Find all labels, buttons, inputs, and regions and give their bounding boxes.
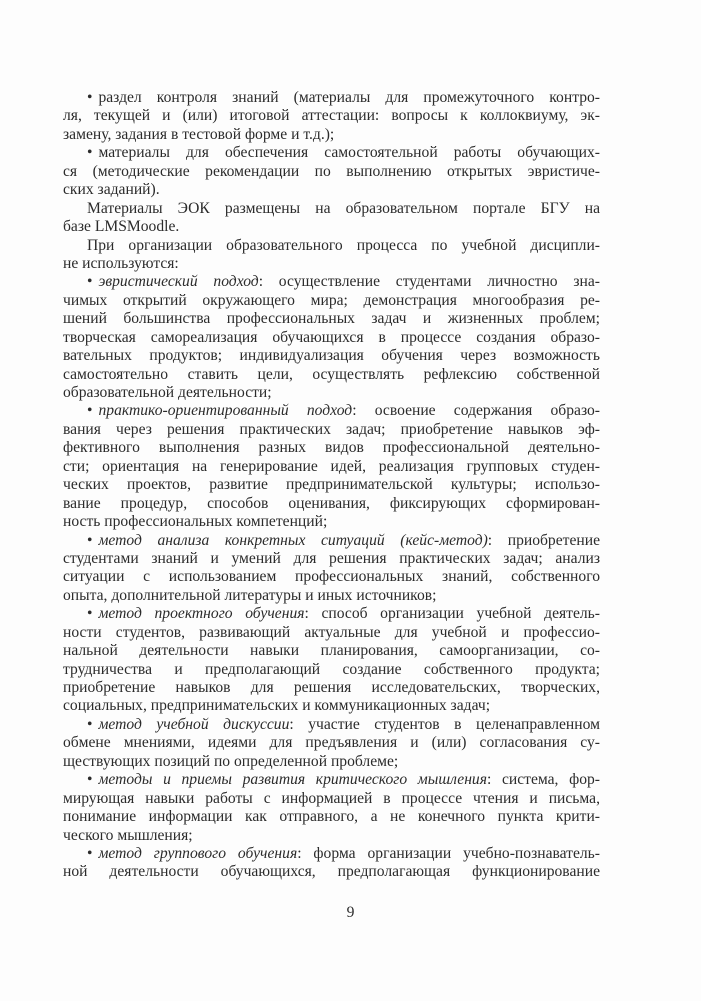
text-line xyxy=(63,476,600,494)
line-text: социальных, предпринимательских и коммуникационных задач; xyxy=(63,697,491,715)
text-line xyxy=(63,568,600,586)
text-line xyxy=(63,310,600,328)
line-text: При организации образовательного процесса по учебной дисципли- xyxy=(87,236,600,254)
text-line xyxy=(63,734,600,752)
line-text: образовательной деятельности; xyxy=(63,384,272,401)
line-text: вательных продуктов; индивидуализация обучения через возможность xyxy=(63,347,600,365)
text-line xyxy=(63,679,600,697)
text-line xyxy=(63,808,600,826)
line-text: мирующая навыки работы с информацией в процессе чтения и письма, xyxy=(63,789,600,807)
text-line xyxy=(63,587,600,605)
line-text: базе LMSMoodle. xyxy=(63,218,180,236)
line-text: нальной деятельности навыки планирования, самоорганизации, со- xyxy=(63,642,600,660)
text-line xyxy=(63,273,600,291)
text-line xyxy=(63,550,600,568)
line-text: ческих проектов, развитие предпринимательской культуры; использо- xyxy=(63,476,600,494)
text-line xyxy=(63,863,600,881)
line-text: не используются: xyxy=(63,254,179,272)
text-line xyxy=(63,439,600,457)
line-text: Материалы ЭОК размещены на образовательном портале БГУ на xyxy=(87,199,600,217)
text-line xyxy=(63,384,600,402)
bullet-icon: • xyxy=(87,273,93,291)
paragraph xyxy=(63,200,600,237)
line-text: творческая самореализация обучающихся в процессе создания образо- xyxy=(63,328,600,346)
bullet-icon: • xyxy=(87,531,93,549)
text-line xyxy=(63,144,600,162)
italic-term: методы и приемы развития критического мышления xyxy=(98,771,487,789)
text-line xyxy=(63,495,600,513)
text-line xyxy=(63,218,600,236)
line-text: чимых открытий окружающего мира; демонстрация многообразия ре- xyxy=(63,291,600,309)
line-text: ность профессиональных компетенций; xyxy=(63,513,328,531)
paragraph xyxy=(63,237,600,274)
line-text: материалы для обеспечения самостоятельной работы обучающих- xyxy=(98,144,600,162)
italic-term: метод проектного обучения xyxy=(98,605,305,623)
bullet-list-item xyxy=(63,144,600,199)
line-text: приобретение навыков для решения исследовательских, творческих, xyxy=(63,679,600,696)
line-text: : форма организации учебно-познаватель- xyxy=(297,844,600,862)
bullet-icon: • xyxy=(87,89,93,106)
line-text: самостоятельно ставить цели, осуществлять рефлексию собственной xyxy=(63,365,600,383)
text-line xyxy=(63,329,600,347)
line-text: шений большинства профессиональных задач и жизненных проблем; xyxy=(63,310,600,328)
line-text: ности студентов, развивающий актуальные для учебной и профессио- xyxy=(63,623,600,641)
line-text: : освоение содержания образо- xyxy=(352,402,600,420)
bullet-icon: • xyxy=(87,844,93,862)
bullet-icon: • xyxy=(87,715,93,733)
line-text: ся (методические рекомендации по выполнению открытых эвристиче- xyxy=(63,162,600,180)
italic-term: метод анализа конкретных ситуаций (кейс-метод) xyxy=(98,531,488,549)
text-line xyxy=(63,89,600,107)
line-text: ля, текущей и (или) итоговой аттестации: вопросы к коллоквиуму, эк- xyxy=(63,107,600,125)
text-line xyxy=(63,366,600,384)
text-line xyxy=(63,421,600,439)
bullet-icon: • xyxy=(87,144,93,162)
bullet-list-item xyxy=(63,532,600,606)
text-line xyxy=(63,347,600,365)
line-text: ситуации с использованием профессиональных знаний, собственного xyxy=(63,568,600,586)
text-line xyxy=(63,790,600,808)
text-line xyxy=(63,458,600,476)
bullet-list-item xyxy=(63,273,600,402)
text-line xyxy=(63,624,600,642)
line-text: ществующих позиций по определенной проблеме; xyxy=(63,752,399,770)
line-text: : приобретение xyxy=(487,531,601,549)
bullet-list-item xyxy=(63,402,600,531)
text-line xyxy=(63,771,600,789)
bullet-list-item xyxy=(63,605,600,716)
line-text: : осуществление студентами личностно зна- xyxy=(258,273,600,291)
text-line xyxy=(63,237,600,255)
text-line xyxy=(63,532,600,550)
line-text: замену, задания в тестовой форме и т.д.); xyxy=(63,125,335,143)
bullet-icon: • xyxy=(87,402,93,420)
bullet-list-item xyxy=(63,771,600,845)
text-line xyxy=(63,513,600,531)
text-line xyxy=(63,827,600,845)
bullet-list-item xyxy=(63,845,600,882)
text-line xyxy=(63,163,600,181)
line-text: ских заданий). xyxy=(63,181,160,199)
text-line xyxy=(63,126,600,144)
line-text: сти; ориентация на генерирование идей, реализация групповых студен- xyxy=(63,457,600,475)
line-text: понимание информации как отправного, а не конечного пункта крити- xyxy=(63,808,600,826)
bullet-list-item xyxy=(63,89,600,144)
text-line xyxy=(63,661,600,679)
line-text: ческого мышления; xyxy=(63,826,193,844)
line-text: : система, фор- xyxy=(486,771,600,789)
italic-term: метод группового обучения xyxy=(98,844,298,862)
text-line xyxy=(63,402,600,420)
page-body-text xyxy=(63,89,600,882)
line-text: вание процедур, способов оценивания, фиксирующих сформирован- xyxy=(63,494,600,512)
line-text: студентами знаний и умений для решения практических задач; анализ xyxy=(63,549,600,567)
text-line xyxy=(63,697,600,715)
text-line xyxy=(63,642,600,660)
text-line xyxy=(63,845,600,863)
line-text: обмене мнениями, идеями для предъявления и (или) согласования су- xyxy=(63,734,600,752)
text-line xyxy=(63,753,600,771)
italic-term: практико-ориентированный подход xyxy=(98,402,353,420)
page-number: 9 xyxy=(346,904,355,921)
text-line xyxy=(63,181,600,199)
bullet-list-item xyxy=(63,716,600,771)
line-text: раздел контроля знаний (материалы для промежуточного контро- xyxy=(98,89,600,106)
line-text: вания через решения практических задач; приобретение навыков эф- xyxy=(63,420,600,438)
text-line xyxy=(63,107,600,125)
line-text: трудничества и предполагающий создание собственного продукта; xyxy=(63,660,600,678)
line-text: : способ организации учебной деятель- xyxy=(304,605,600,623)
line-text: опыта, дополнительной литературы и иных источников; xyxy=(63,586,437,604)
line-text: : участие студентов в целенаправленном xyxy=(289,715,600,733)
line-text: ной деятельности обучающихся, предполагающая функционирование xyxy=(63,863,600,881)
text-line xyxy=(63,255,600,273)
bullet-icon: • xyxy=(87,605,93,623)
italic-term: метод учебной дискуссии xyxy=(98,715,290,733)
bullet-icon: • xyxy=(87,771,93,789)
text-line xyxy=(63,605,600,623)
text-line xyxy=(63,200,600,218)
line-text: фективного выполнения разных видов профессиональной деятельно- xyxy=(63,439,600,457)
text-line xyxy=(63,716,600,734)
italic-term: эвристический подход xyxy=(98,273,259,291)
text-line xyxy=(63,292,600,310)
